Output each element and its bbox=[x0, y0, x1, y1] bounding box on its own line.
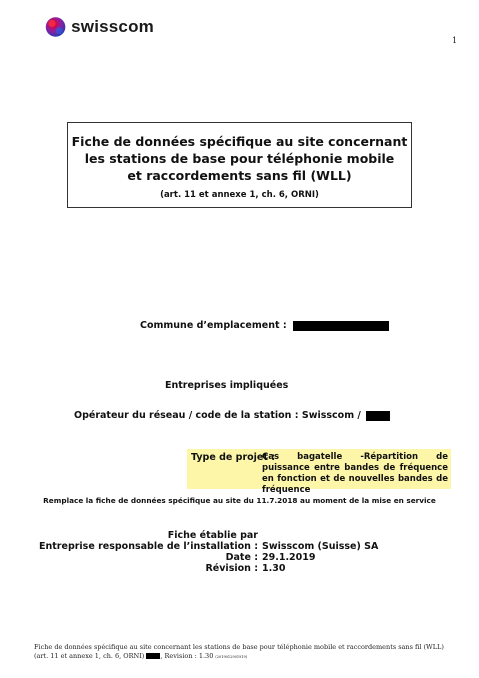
footer-revision: , Revision : 1.30 bbox=[160, 652, 214, 660]
redacted-commune bbox=[293, 321, 389, 331]
commune-label: Commune d’emplacement : bbox=[140, 320, 287, 331]
title-reference: (art. 11 et annexe 1, ch. 6, ORNI) bbox=[160, 190, 319, 200]
title-line-1: Fiche de données spécifique au site concernant bbox=[71, 134, 408, 149]
operator-row bbox=[74, 410, 390, 421]
entreprises-heading: Entreprises impliquées bbox=[165, 380, 289, 391]
replaces-note: Remplace la fiche de données spécifique au site du 11.7.2018 au moment de la mise en service bbox=[43, 496, 436, 505]
swisscom-logo bbox=[44, 12, 154, 42]
document-title bbox=[68, 133, 411, 184]
title-box bbox=[67, 122, 412, 208]
project-type-label: Type de projet : bbox=[191, 452, 276, 463]
commune-row bbox=[140, 320, 389, 331]
redacted-footer-code bbox=[146, 653, 160, 659]
revision-value: 1.30 bbox=[262, 563, 286, 574]
swisscom-logo-icon bbox=[44, 14, 67, 40]
title-line-2: les stations de base pour téléphonie mobile bbox=[84, 151, 395, 166]
date-value: 29.1.2019 bbox=[262, 552, 316, 563]
footer-small-code: (2019012901919) bbox=[215, 655, 248, 659]
title-line-3: et raccordements sans fil (WLL) bbox=[127, 168, 352, 183]
established-by-label: Fiche établie par bbox=[167, 530, 258, 541]
footer-text: Fiche de données spécifique au site concernant les stations de base pour téléphonie mobile et raccordements sans fil (WLL) (art. 11 et annexe 1, ch. 6, ORNI) bbox=[34, 643, 444, 660]
project-type-text: Cas bagatelle -Répartition de puissance entre bandes de fréquence en fonction et de nouvelles bandes de fréquence bbox=[262, 452, 448, 495]
operator-label: Opérateur du réseau / code de la station : bbox=[74, 410, 299, 421]
date-label: Date : bbox=[225, 552, 258, 563]
revision-label: Révision : bbox=[205, 563, 258, 574]
page-footer bbox=[34, 643, 444, 662]
operator-value: Swisscom / bbox=[301, 410, 361, 421]
redacted-station-code bbox=[366, 411, 390, 421]
responsible-company-label: Entreprise responsable de l’installation : bbox=[39, 541, 258, 552]
page-number: 1 bbox=[452, 36, 458, 45]
responsible-company-value: Swisscom (Suisse) SA bbox=[262, 541, 379, 552]
logo-text: swisscom bbox=[71, 17, 154, 36]
